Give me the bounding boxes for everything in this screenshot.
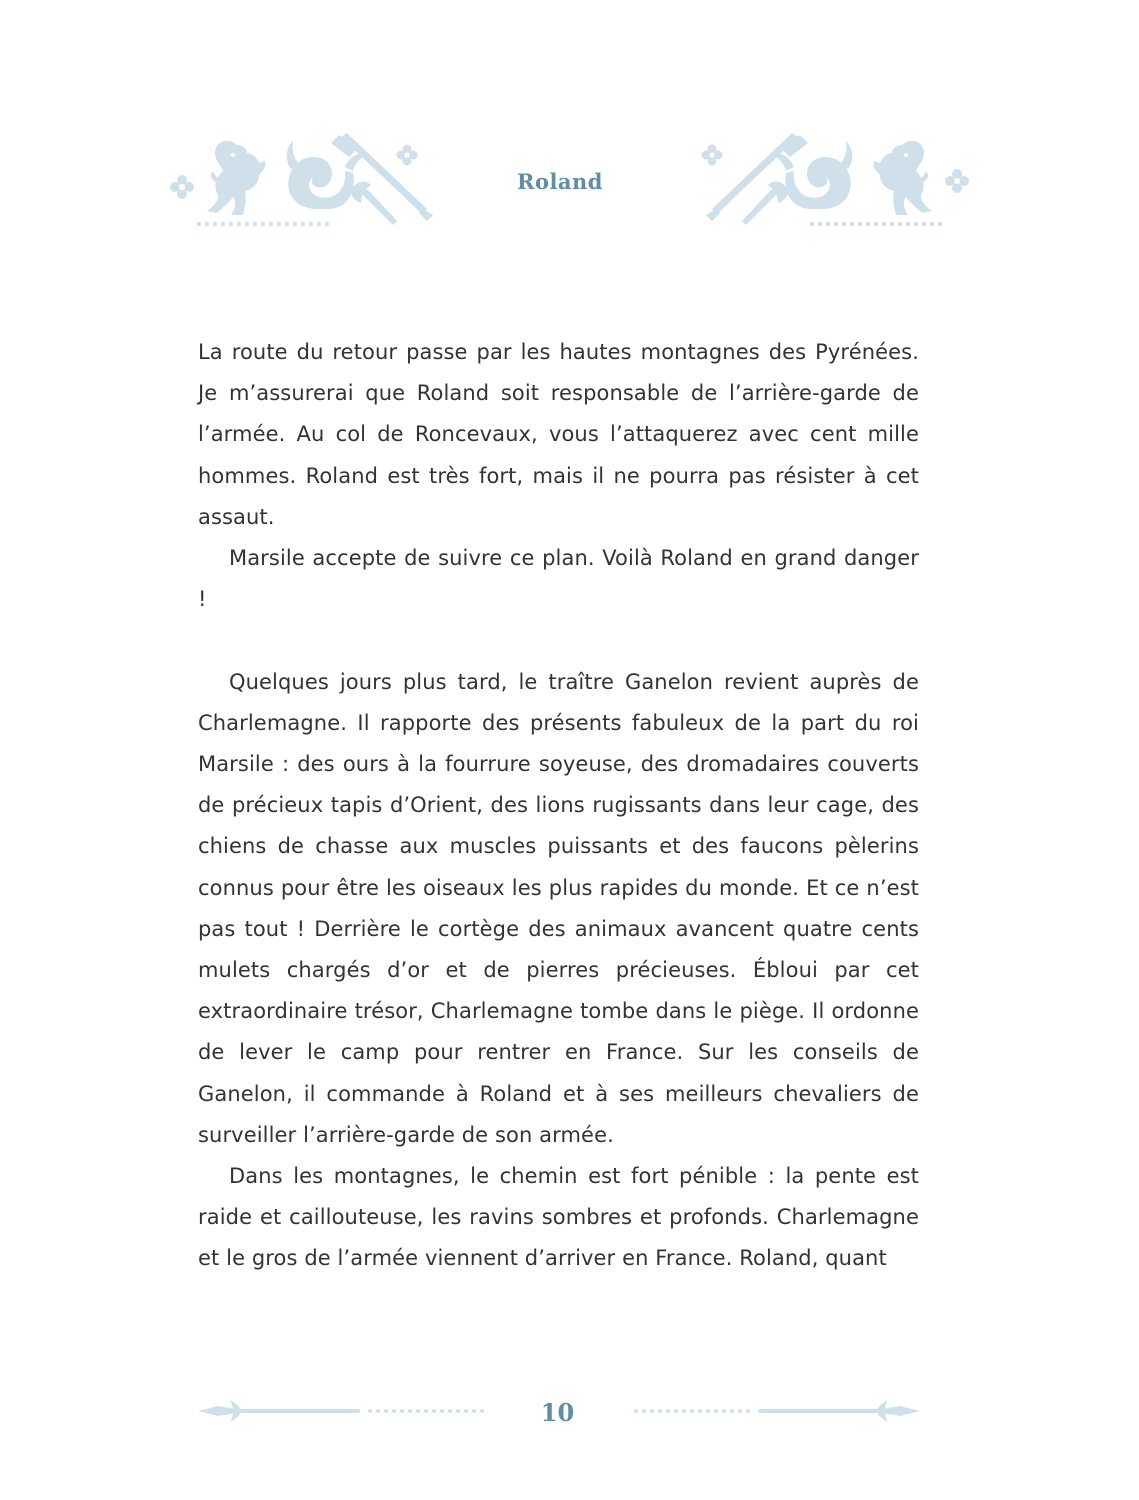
footer-rule-left — [196, 1396, 496, 1426]
footer-rule-right — [622, 1396, 922, 1426]
arrow-flourish-icon — [876, 1400, 920, 1422]
page-footer — [0, 1388, 1139, 1436]
fleur-cross-icon — [170, 175, 194, 199]
header-ornament-left — [165, 125, 455, 235]
arrow-flourish-icon — [198, 1400, 242, 1422]
running-title: Roland — [517, 169, 603, 194]
axe-icon — [351, 182, 397, 225]
fleur-cross-icon — [702, 145, 723, 166]
paragraph: La route du retour passe par les hautes montagnes des Pyrénées. Je m’assurerai que Roland soit responsable de l’arrière-garde de l’armée. Au col de Roncevaux, vous l’attaquerez avec cent mille hommes. Roland est très fort, mais il ne pourra pas résister à cet assaut. — [198, 340, 919, 529]
header-ornament-right — [684, 125, 974, 235]
dotted-rule — [197, 222, 329, 226]
fleur-cross-icon — [397, 145, 418, 166]
axe-icon — [742, 182, 788, 225]
fleur-cross-icon — [945, 169, 969, 193]
page-header — [0, 125, 1139, 235]
lion-rampant-icon — [873, 141, 932, 215]
paragraph: Quelques jours plus tard, le traître Ganelon revient auprès de Charlemagne. Il rapporte des présents fabuleux de la part du roi Marsile : des ours à la fourrure soyeuse, des dromadaires couverts de précieux tapis d’Orient, des lions rugissants dans leur cage, des chiens de chasse aux muscles puissants et des faucons pèlerins connus pour être les oiseaux les plus rapides du monde. Et ce n’est pas tout ! Derrière le cortège des animaux avancent quatre cents mulets chargés d’or et de pierres précieuses. Ébloui par cet extraordinaire trésor, Charlemagne tombe dans le piège. Il ordonne de lever le camp pour rentrer en France. Sur les conseils de Ganelon, il commande à Roland et à ses meilleurs chevaliers de surveiller l’arrière-garde de son armée. — [198, 669, 919, 1147]
paragraph: Dans les montagnes, le chemin est fort pénible : la pente est raide et caillouteuse, les ravins sombres et profonds. Charlemagne et le gros de l’armée viennent d’arriver en France. Roland, quant — [198, 1164, 919, 1271]
paragraph: Marsile accepte de suivre ce plan. Voilà Roland en grand danger ! — [198, 546, 919, 612]
body-text — [198, 332, 919, 1280]
page-number: 10 — [540, 1398, 575, 1427]
dotted-rule — [810, 222, 942, 226]
lion-rampant-icon — [207, 141, 266, 215]
